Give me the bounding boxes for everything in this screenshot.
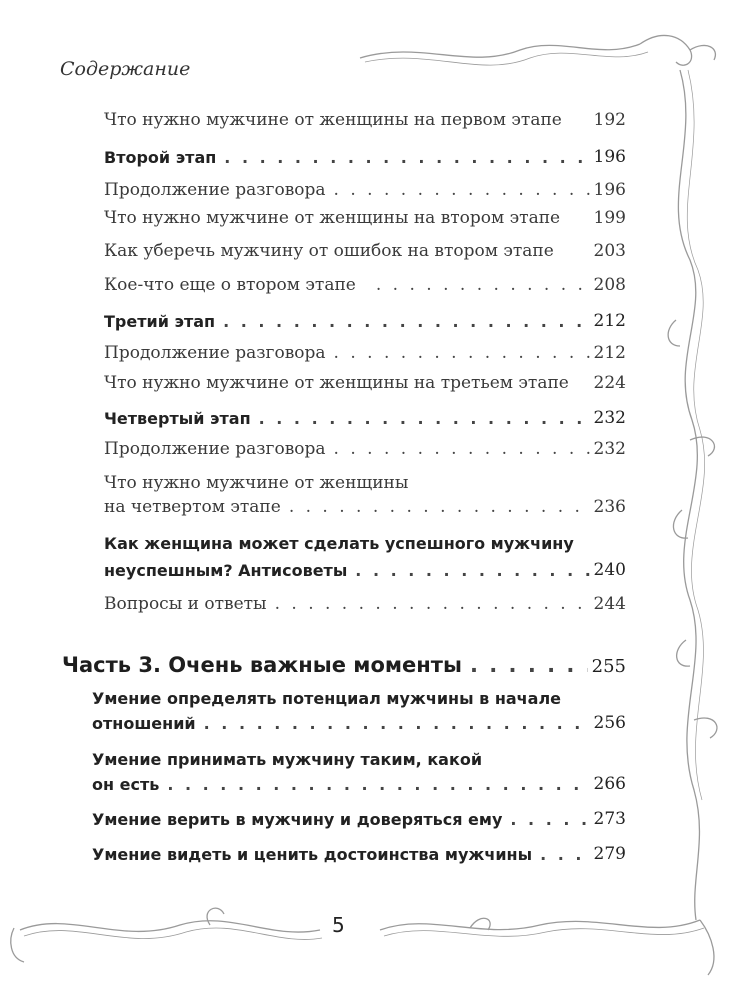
toc-entry-title: Что нужно мужчине от женщины на втором этапе	[104, 208, 561, 228]
toc-section[interactable]	[92, 776, 626, 793]
toc-entry-title: Что нужно мужчине от женщины на третьем этапе	[104, 373, 569, 393]
toc-entry[interactable]	[104, 182, 626, 199]
toc-entry[interactable]	[104, 112, 626, 129]
toc-entry[interactable]	[104, 210, 626, 227]
dot-leader	[334, 182, 590, 199]
toc-section-title: Умение видеть и ценить достоинства мужчины	[92, 845, 533, 864]
dot-leader	[510, 812, 589, 828]
toc-entry-page: 236	[593, 497, 626, 517]
toc-entry-page: 192	[593, 110, 626, 130]
toc-entry-page: 196	[593, 147, 626, 167]
toc-section[interactable]	[92, 811, 626, 828]
toc-entry[interactable]	[104, 441, 626, 458]
toc-entry-title: Продолжение разговора	[104, 343, 326, 363]
toc-entry-title: Вопросы и ответы	[104, 594, 267, 614]
toc-entry-title: Что нужно мужчине от женщины на первом этапе	[104, 110, 562, 130]
toc-entry-title-line1: Что нужно мужчине от женщины	[104, 473, 409, 493]
toc-entry-page: 199	[593, 208, 626, 228]
toc-part-heading[interactable]	[62, 655, 626, 676]
toc-entry[interactable]	[104, 313, 626, 330]
dot-leader	[204, 716, 590, 732]
toc-entry[interactable]	[104, 375, 626, 392]
toc-entry-page: 212	[593, 311, 626, 331]
toc-entry-title-line1: Как женщина может сделать успешного мужчину	[104, 534, 574, 553]
dot-leader	[334, 345, 590, 362]
dot-leader	[259, 411, 590, 427]
toc-entry-title: Кое-что еще о втором этапе	[104, 275, 356, 295]
toc-entry[interactable]	[104, 149, 626, 166]
toc-section-page: 266	[593, 774, 626, 794]
toc-entry-page: 203	[593, 241, 626, 261]
dot-leader	[275, 596, 590, 613]
toc-section-page: 273	[593, 809, 626, 829]
toc-section-page: 279	[593, 844, 626, 864]
toc-section-title-line1: Умение определять потенциал мужчины в начале	[92, 689, 562, 708]
toc-entry-title: на четвертом этапе	[104, 497, 281, 517]
toc-entry[interactable]	[104, 499, 626, 516]
toc-entry-page: 196	[593, 180, 626, 200]
toc-section-title: Умение верить в мужчину и доверяться ему	[92, 810, 503, 829]
dot-leader	[470, 655, 588, 676]
toc-entry-page: 232	[593, 408, 626, 428]
toc-entry-title: Четвертый этап	[104, 409, 251, 428]
toc-entry-title: Продолжение разговора	[104, 180, 326, 200]
toc-section-page: 256	[593, 713, 626, 733]
toc-entry-page: 240	[593, 560, 626, 580]
dot-leader	[334, 441, 590, 458]
toc-entry-page: 232	[593, 439, 626, 459]
toc-section[interactable]	[92, 715, 626, 732]
toc-entry-page: 212	[593, 343, 626, 363]
toc-entry-title: неуспешным? Антисоветы	[104, 561, 348, 580]
toc-entry-title: Третий этап	[104, 312, 216, 331]
dot-leader	[355, 563, 589, 579]
dot-leader	[167, 777, 589, 793]
toc-section-title: отношений	[92, 714, 196, 733]
toc-section[interactable]	[92, 846, 626, 863]
dot-leader	[540, 847, 589, 863]
toc-entry[interactable]	[104, 596, 626, 613]
toc-entry-page: 208	[593, 275, 626, 295]
toc-section-title: он есть	[92, 775, 160, 794]
page-number: 5	[332, 913, 345, 937]
toc-entry-title: Продолжение разговора	[104, 439, 326, 459]
toc-section-title-line1: Умение принимать мужчину таким, какой	[92, 750, 483, 769]
dot-leader	[224, 150, 589, 166]
toc-entry-page: 244	[593, 594, 626, 614]
part-title: Часть 3. Очень важные моменты	[62, 653, 462, 677]
dot-leader	[376, 277, 590, 294]
page-header: Содержание	[60, 58, 191, 80]
toc-entry[interactable]	[104, 345, 626, 362]
dot-leader	[223, 314, 589, 330]
toc-entry[interactable]	[104, 243, 626, 260]
toc-entry-title: Второй этап	[104, 148, 217, 167]
toc-entry[interactable]	[104, 277, 626, 294]
toc-entry[interactable]	[104, 562, 626, 579]
dot-leader	[289, 499, 590, 516]
toc-entry-title: Как уберечь мужчину от ошибок на втором этапе	[104, 241, 554, 261]
toc-entry[interactable]	[104, 410, 626, 427]
toc-entry-page: 224	[593, 373, 626, 393]
part-page: 255	[591, 656, 626, 677]
